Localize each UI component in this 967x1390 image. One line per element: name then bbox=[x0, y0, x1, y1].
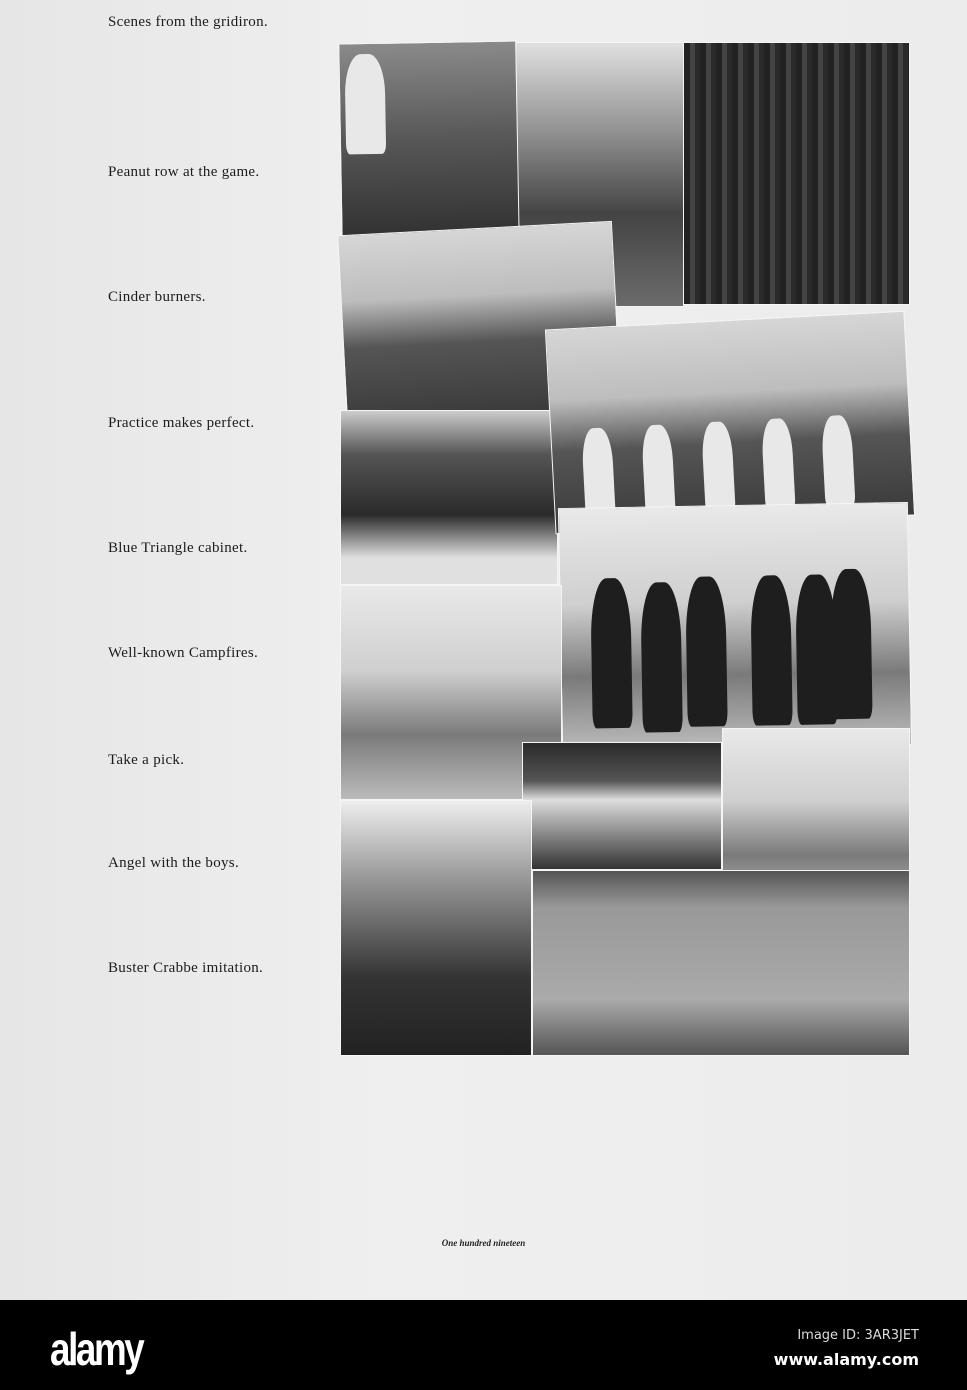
photo-diving bbox=[532, 870, 910, 1056]
caption-buster-crabbe: Buster Crabbe imitation. bbox=[108, 960, 264, 976]
person-figure bbox=[830, 569, 873, 720]
caption-practice: Practice makes perfect. bbox=[108, 415, 255, 431]
caption-gridiron: Scenes from the gridiron. bbox=[108, 14, 268, 30]
caption-peanut-row: Peanut row at the game. bbox=[108, 164, 260, 180]
person-figure bbox=[640, 582, 683, 733]
site-url: www.alamy.com bbox=[773, 1350, 919, 1369]
player-figure bbox=[344, 54, 386, 155]
athlete-figure bbox=[821, 415, 856, 506]
photo-blue-triangle bbox=[558, 502, 912, 751]
caption-angel: Angel with the boys. bbox=[108, 855, 239, 871]
athlete-figure bbox=[581, 427, 616, 518]
page-number: One hundred nineteen bbox=[441, 1238, 526, 1248]
caption-campfires: Well-known Campfires. bbox=[108, 645, 259, 661]
person-figure bbox=[685, 576, 728, 727]
caption-blue-triangle: Blue Triangle cabinet. bbox=[108, 540, 248, 556]
athlete-figure bbox=[701, 421, 736, 512]
image-id: Image ID: 3AR3JET bbox=[797, 1328, 919, 1343]
athlete-figure bbox=[641, 424, 676, 515]
watermark-banner bbox=[0, 1300, 967, 1390]
caption-take-a-pick: Take a pick. bbox=[108, 752, 185, 768]
photo-bleachers bbox=[340, 410, 558, 585]
photo-angel-with-boys bbox=[340, 800, 532, 1056]
photo-campfires bbox=[522, 742, 722, 870]
person-figure bbox=[590, 578, 633, 729]
person-figure bbox=[750, 575, 793, 726]
photo-football bbox=[338, 40, 520, 246]
photo-team bbox=[545, 311, 915, 535]
athlete-figure bbox=[761, 418, 796, 509]
alamy-logo: alamy bbox=[50, 1323, 143, 1375]
caption-cinder-burners: Cinder burners. bbox=[108, 289, 206, 305]
photo-crowd bbox=[683, 42, 910, 305]
